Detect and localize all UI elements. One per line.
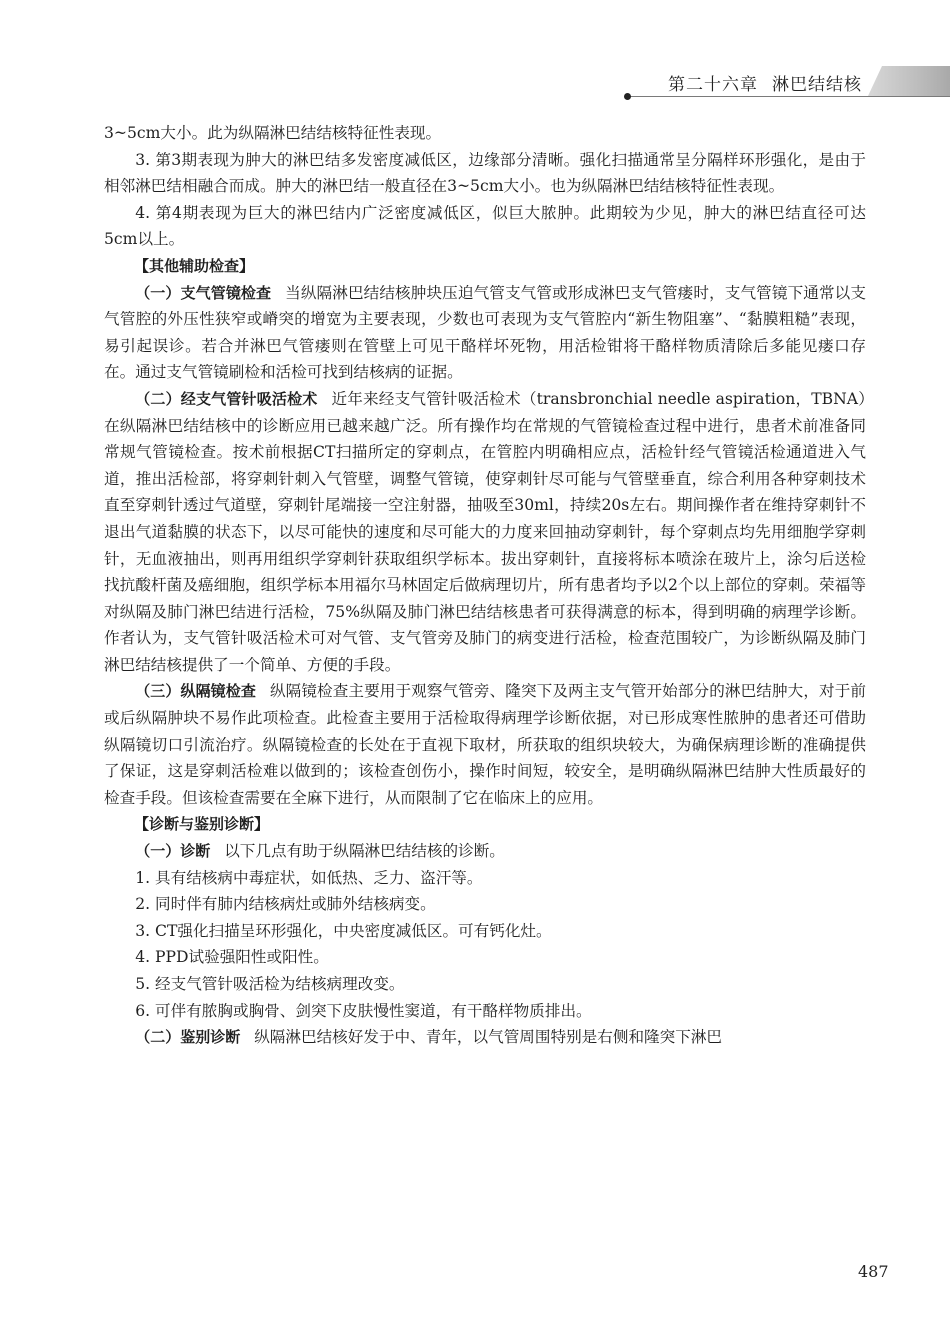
header-decoration-bar: [868, 66, 950, 96]
running-head: [668, 70, 862, 95]
list-item: 6. 可伴有脓胸或胸骨、剑突下皮肤慢性窦道，有干酪样物质排出。: [135, 1001, 592, 1020]
paragraph-stage-4: 4. 第4期表现为巨大的淋巴结内广泛密度减低区，似巨大脓肿。此期较为少见，肿大的淋巴结直径可达5cm以上。: [104, 203, 866, 249]
section-heading-aux-exams: 【其他辅助检查】: [134, 256, 255, 275]
subheading-differential: （二）鉴别诊断: [135, 1028, 241, 1047]
list-item: 2. 同时伴有肺内结核病灶或肺外结核病变。: [135, 895, 436, 914]
header-bullet-dot: [624, 93, 631, 100]
text-mediastinoscopy: 纵隔镜检查主要用于观察气管旁、隆突下及两主支气管开始部分的淋巴结肿大，对于前或后纵隔肿块不易作此项检查。此检查主要用于活检取得病理学诊断依据，对已形成寒性脓肿的患者还可借助纵隔镜切口引流治疗。纵隔镜检查的长处在于直视下取材，所获取的组织块较大，为确保病理诊断的准确提供了保证，这是穿刺活检难以做到的；该检查创伤小，操作时间短，较安全，是明确纵隔淋巴结肿大性质最好的检查手段。但该检查需要在全麻下进行，从而限制了它在临床上的应用。: [104, 682, 866, 807]
section-heading-diagnosis: 【诊断与鉴别诊断】: [134, 815, 270, 834]
text-differential: 纵隔淋巴结核好发于中、青年，以气管周围特别是右侧和隆突下淋巴: [254, 1028, 723, 1047]
chapter-title: 淋巴结结核: [772, 75, 862, 95]
text-diagnosis: 以下几点有助于纵隔淋巴结结核的诊断。: [224, 842, 505, 861]
list-item: 1. 具有结核病中毒症状，如低热、乏力、盗汗等。: [135, 868, 483, 887]
chapter-number: 第二十六章: [668, 75, 758, 95]
paragraph-stage-3: 3. 第3期表现为肿大的淋巴结多发密度减低区，边缘部分清晰。强化扫描通常呈分隔样环形强化，是由于相邻淋巴结相融合而成。肿大的淋巴结一般直径在3~5cm大小。也为纵隔淋巴结结核特征性表现。: [104, 150, 866, 196]
paragraph-diagnosis: [104, 838, 866, 865]
list-item: 5. 经支气管针吸活检为结核病理改变。: [135, 975, 405, 993]
text-tbna: 近年来经支气管针吸活检术（transbronchial needle aspiration，TBNA）在纵隔淋巴结结核中的诊断应用已越来越广泛。所有操作均在常规的气管镜检查过程中进行，患者术前准备同常规气管镜检查。按术前根据CT扫描所定的穿刺点，在管腔内明确相应点，活检针经气管镜活检通道进入气道，推出活检部，将穿刺针刺入气管壁，调整气管镜，使穿刺针尽可能与气管壁垂直，综合利用各种穿刺技术直至穿刺针透过气道壁，穿刺针尾端接一空注射器，抽吸至30ml，持续20s左右。期间操作者在维持穿刺针不退出气道黏膜的状态下，以尽可能快的速度和尽可能大的力度来回抽动穿刺针，每个穿刺点均先用细胞学穿刺针，无血液抽出，则再用组织学穿刺针获取组织学标本。拔出穿刺针，直接将标本喷涂在玻片上，涂匀后送检找抗酸杆菌及癌细胞，组织学标本用福尔马林固定后做病理切片，所有患者均予以2个以上部位的穿刺。荣福等对纵隔及肺门淋巴结进行活检，75%纵隔及肺门淋巴结结核患者可获得满意的标本，得到明确的病理学诊断。作者认为，支气管针吸活检术可对气管、支气管旁及肺门的病变进行活检，检查范围较广，为诊断纵隔及肺门淋巴结结核提供了一个简单、方便的手段。: [104, 389, 866, 674]
subheading-mediastinoscopy: （三）纵隔镜检查: [135, 682, 256, 701]
paragraph-mediastinoscopy: [104, 678, 866, 811]
page-content: [104, 120, 866, 1051]
subheading-tbna: （二）经支气管针吸活检术: [135, 389, 318, 408]
subheading-bronchoscopy: （一）支气管镜检查: [135, 283, 272, 302]
subheading-diagnosis: （一）诊断: [135, 842, 211, 861]
list-item: 3. CT强化扫描呈环形强化，中央密度减低区。可有钙化灶。: [135, 921, 552, 940]
text-bronchoscopy: 当纵隔淋巴结结核肿块压迫气管支气管或形成淋巴支气管瘘时，支气管镜下通常以支气管腔的外压性狭窄或嵴突的增宽为主要表现，少数也可表现为支气管腔内“新生物阻塞”、“黏膜粗糙”表现，易引起误诊。若合并淋巴气管瘘则在管壁上可见干酪样坏死物，用活检钳将干酪样物质清除后多能见瘘口存在。通过支气管镜刷检和活检可找到结核病的证据。: [104, 283, 866, 382]
paragraph-continued: 3~5cm大小。此为纵隔淋巴结结核特征性表现。: [104, 124, 442, 142]
paragraph-tbna: [104, 386, 866, 679]
list-item: 4. PPD试验强阳性或阳性。: [135, 948, 329, 967]
paragraph-differential: [104, 1024, 866, 1051]
page-number: 487: [858, 1262, 889, 1281]
page-header: [0, 0, 950, 110]
paragraph-bronchoscopy: [104, 280, 866, 386]
header-rule: [628, 96, 950, 97]
